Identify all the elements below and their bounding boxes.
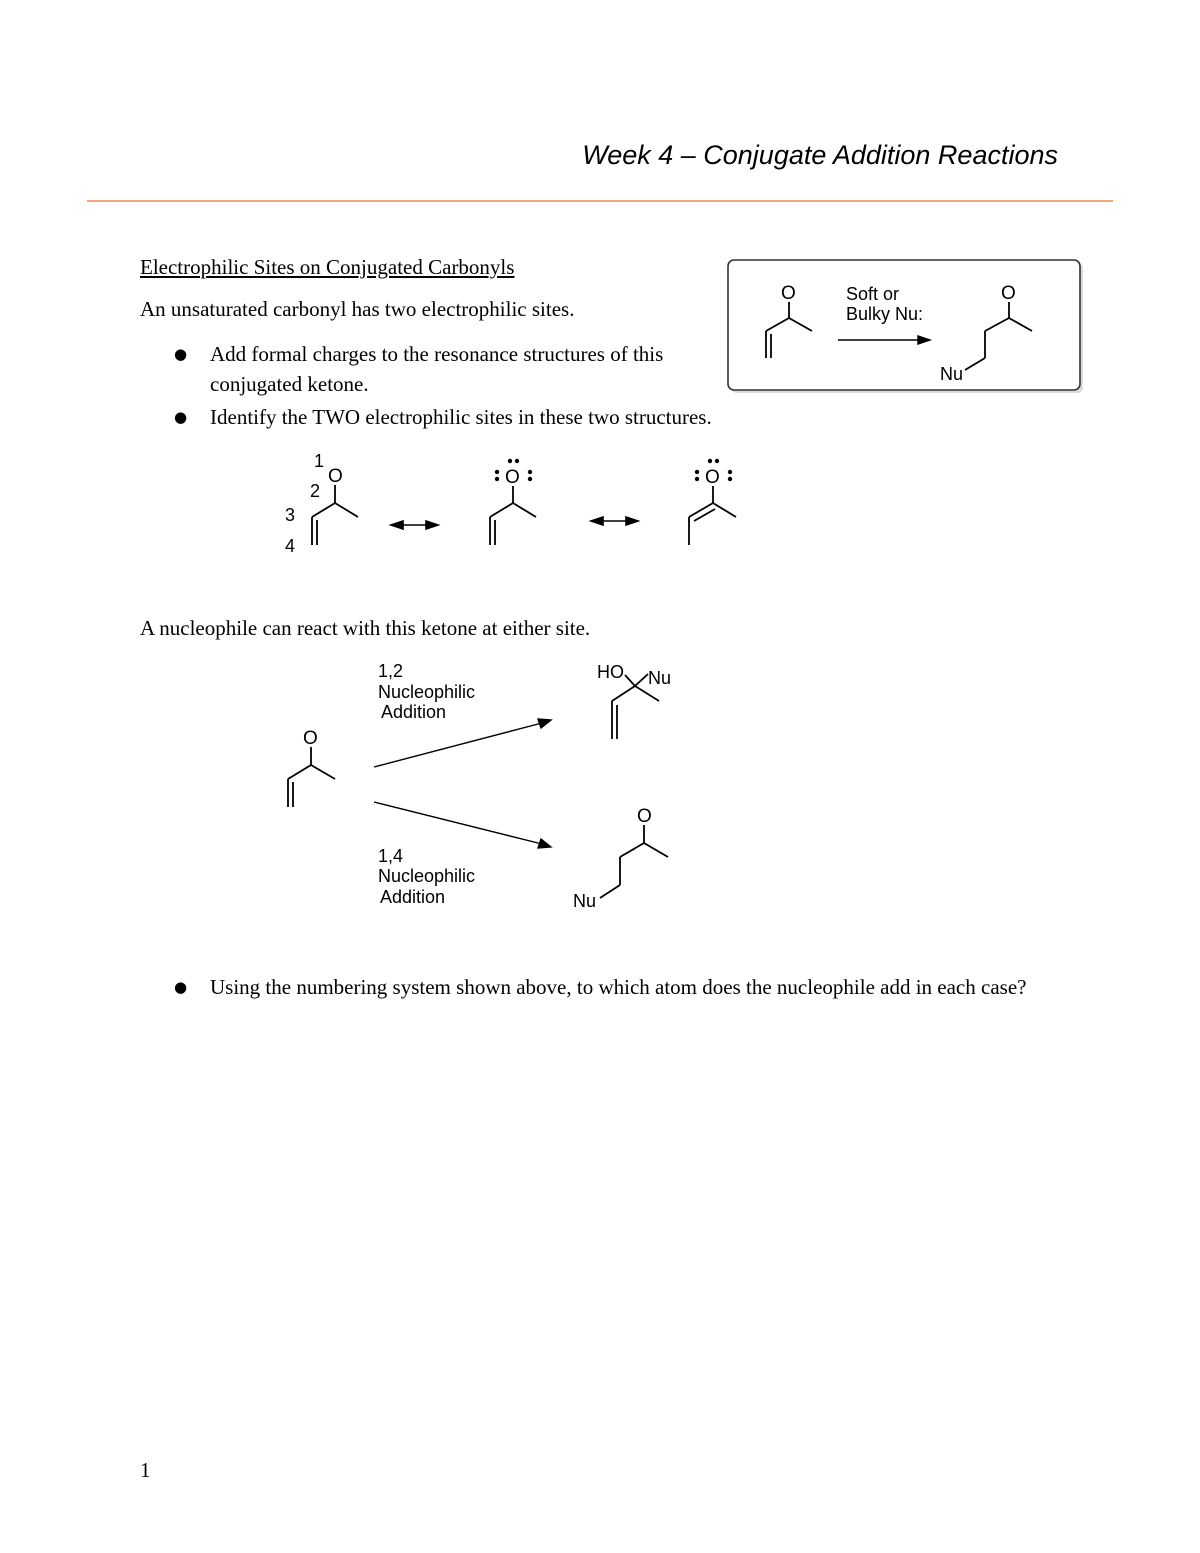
- product-14-structure: [600, 825, 668, 898]
- page-number: 1: [140, 1458, 151, 1482]
- bullet-question: [140, 972, 1060, 1002]
- reaction-box: [726, 258, 1088, 398]
- oxygen-label-3: O: [705, 467, 720, 488]
- resonance-structure-2: [490, 486, 536, 545]
- bullet-electrophilic-sites: [140, 402, 1040, 432]
- bullet-text: Identify the TWO electrophilic sites in these two structures.: [210, 405, 712, 429]
- arrow-12: [374, 719, 551, 767]
- path-14-label-1: 1,4: [378, 846, 404, 866]
- path-14-label-2: Nucleophilic: [378, 866, 476, 886]
- section-heading: Electrophilic Sites on Conjugated Carbonyls: [140, 255, 515, 279]
- instruction-list-2: [140, 402, 1040, 432]
- reagent-line-1: Soft or: [846, 284, 900, 304]
- resonance-structure-3: [689, 486, 736, 545]
- nu-label: Nu: [940, 364, 964, 384]
- oxygen-label-left: O: [781, 283, 796, 304]
- product-12-ho: HO: [597, 662, 624, 682]
- path-12-label-2: Nucleophilic: [378, 682, 476, 702]
- atom-number-1: 1: [314, 451, 325, 471]
- reagent-line-2: Bulky Nu:: [846, 304, 924, 324]
- resonance-arrow-2: [591, 517, 638, 525]
- oxygen-label-2: O: [505, 467, 520, 488]
- intro-text: An unsaturated carbonyl has two electrophilic sites.: [140, 297, 575, 321]
- addition-sentence: A nucleophile can react with this ketone at either site.: [140, 616, 591, 640]
- question-list: [140, 972, 1060, 1002]
- header-divider: [87, 200, 1113, 202]
- oxygen-label-1: O: [328, 466, 343, 487]
- instruction-list: [140, 339, 740, 399]
- atom-number-4: 4: [285, 536, 296, 556]
- start-oxygen-label: O: [303, 728, 318, 749]
- product-14-nu: Nu: [573, 891, 597, 911]
- starting-enone: [288, 747, 335, 807]
- path-14-label-3: Addition: [380, 887, 446, 907]
- atom-number-3: 3: [285, 505, 296, 525]
- product-14-oxygen: O: [637, 806, 652, 827]
- atom-number-2: 2: [310, 481, 321, 501]
- bullet-text: Using the numbering system shown above, to which atom does the nucleophile add in each case?: [210, 975, 1027, 999]
- oxygen-label-right: O: [1001, 283, 1016, 304]
- product-12-nu: Nu: [648, 668, 672, 688]
- page-title: Week 4 – Conjugate Addition Reactions: [582, 140, 1058, 170]
- bullet-formal-charges: [140, 339, 740, 399]
- path-12-label-1: 1,2: [378, 661, 404, 681]
- arrow-14: [374, 802, 551, 848]
- bullet-text: Add formal charges to the resonance structures of this conjugated ketone.: [210, 342, 664, 396]
- path-12-label-3: Addition: [381, 702, 447, 722]
- resonance-structures: [270, 445, 770, 565]
- addition-scheme: [270, 655, 690, 915]
- resonance-arrow-1: [391, 521, 438, 529]
